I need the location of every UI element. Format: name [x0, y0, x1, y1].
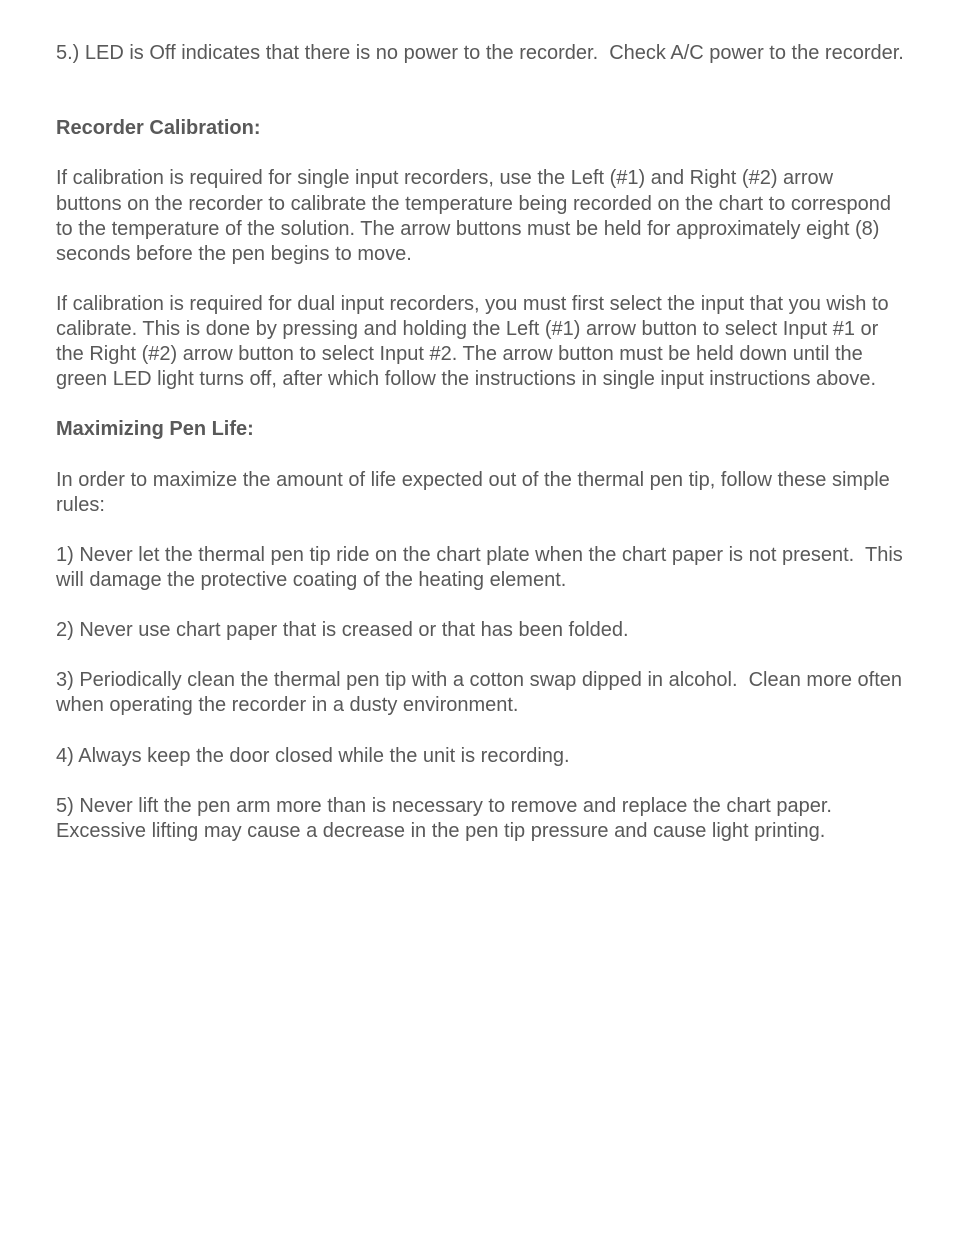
single-input-calibration-paragraph: If calibration is required for single input recorders, use the Left (#1) and Right (#2) arrow buttons on the recorder to calibrate the temperature being recorded on the chart to correspond to the temperature of the solution. The arrow buttons must be held for approximately eight (8) seconds before the pen begins to move.	[56, 167, 897, 265]
dual-input-calibration-paragraph: If calibration is required for dual input recorders, you must first select the input that you wish to calibrate. This is done by pressing and holding the Left (#1) arrow button to select Input #1 or the Right (#2) arrow button to select Input #2. The arrow button must be held down until the green LED light turns off, after which follow the instructions in single input instructions above.	[56, 292, 895, 391]
recorder-calibration-heading: Recorder Calibration:	[56, 117, 261, 140]
spacer	[56, 443, 904, 468]
spacer	[56, 719, 904, 744]
document-body	[56, 41, 909, 844]
spacer	[56, 518, 904, 543]
spacer	[56, 267, 904, 292]
led-off-item: 5.) LED is Off indicates that there is no power to the recorder. Check A/C power to the recorder.	[56, 42, 904, 64]
spacer	[56, 392, 904, 417]
pen-life-rule: 1) Never let the thermal pen tip ride on the chart plate when the chart paper is not present. This will damage the protective coating of the heating element.	[56, 543, 909, 591]
pen-life-rule: 5) Never lift the pen arm more than is necessary to remove and replace the chart paper. Excessive lifting may cause a decrease in the pen tip pressure and cause light printing.	[56, 794, 844, 842]
spacer	[56, 66, 904, 116]
pen-life-rule: 4) Always keep the door closed while the unit is recording.	[56, 744, 570, 767]
pen-life-rule: 2) Never use chart paper that is creased or that has been folded.	[56, 619, 629, 642]
maximizing-pen-life-heading: Maximizing Pen Life:	[56, 418, 254, 441]
spacer	[56, 643, 904, 668]
spacer	[56, 141, 904, 166]
pen-life-rule: 3) Periodically clean the thermal pen tip with a cotton swap dipped in alcohol. Clean more often when operating the recorder in a dusty environment.	[56, 669, 908, 717]
spacer	[56, 593, 904, 618]
pen-life-intro-paragraph: In order to maximize the amount of life expected out of the thermal pen tip, follow these simple rules:	[56, 468, 896, 516]
spacer	[56, 769, 904, 794]
